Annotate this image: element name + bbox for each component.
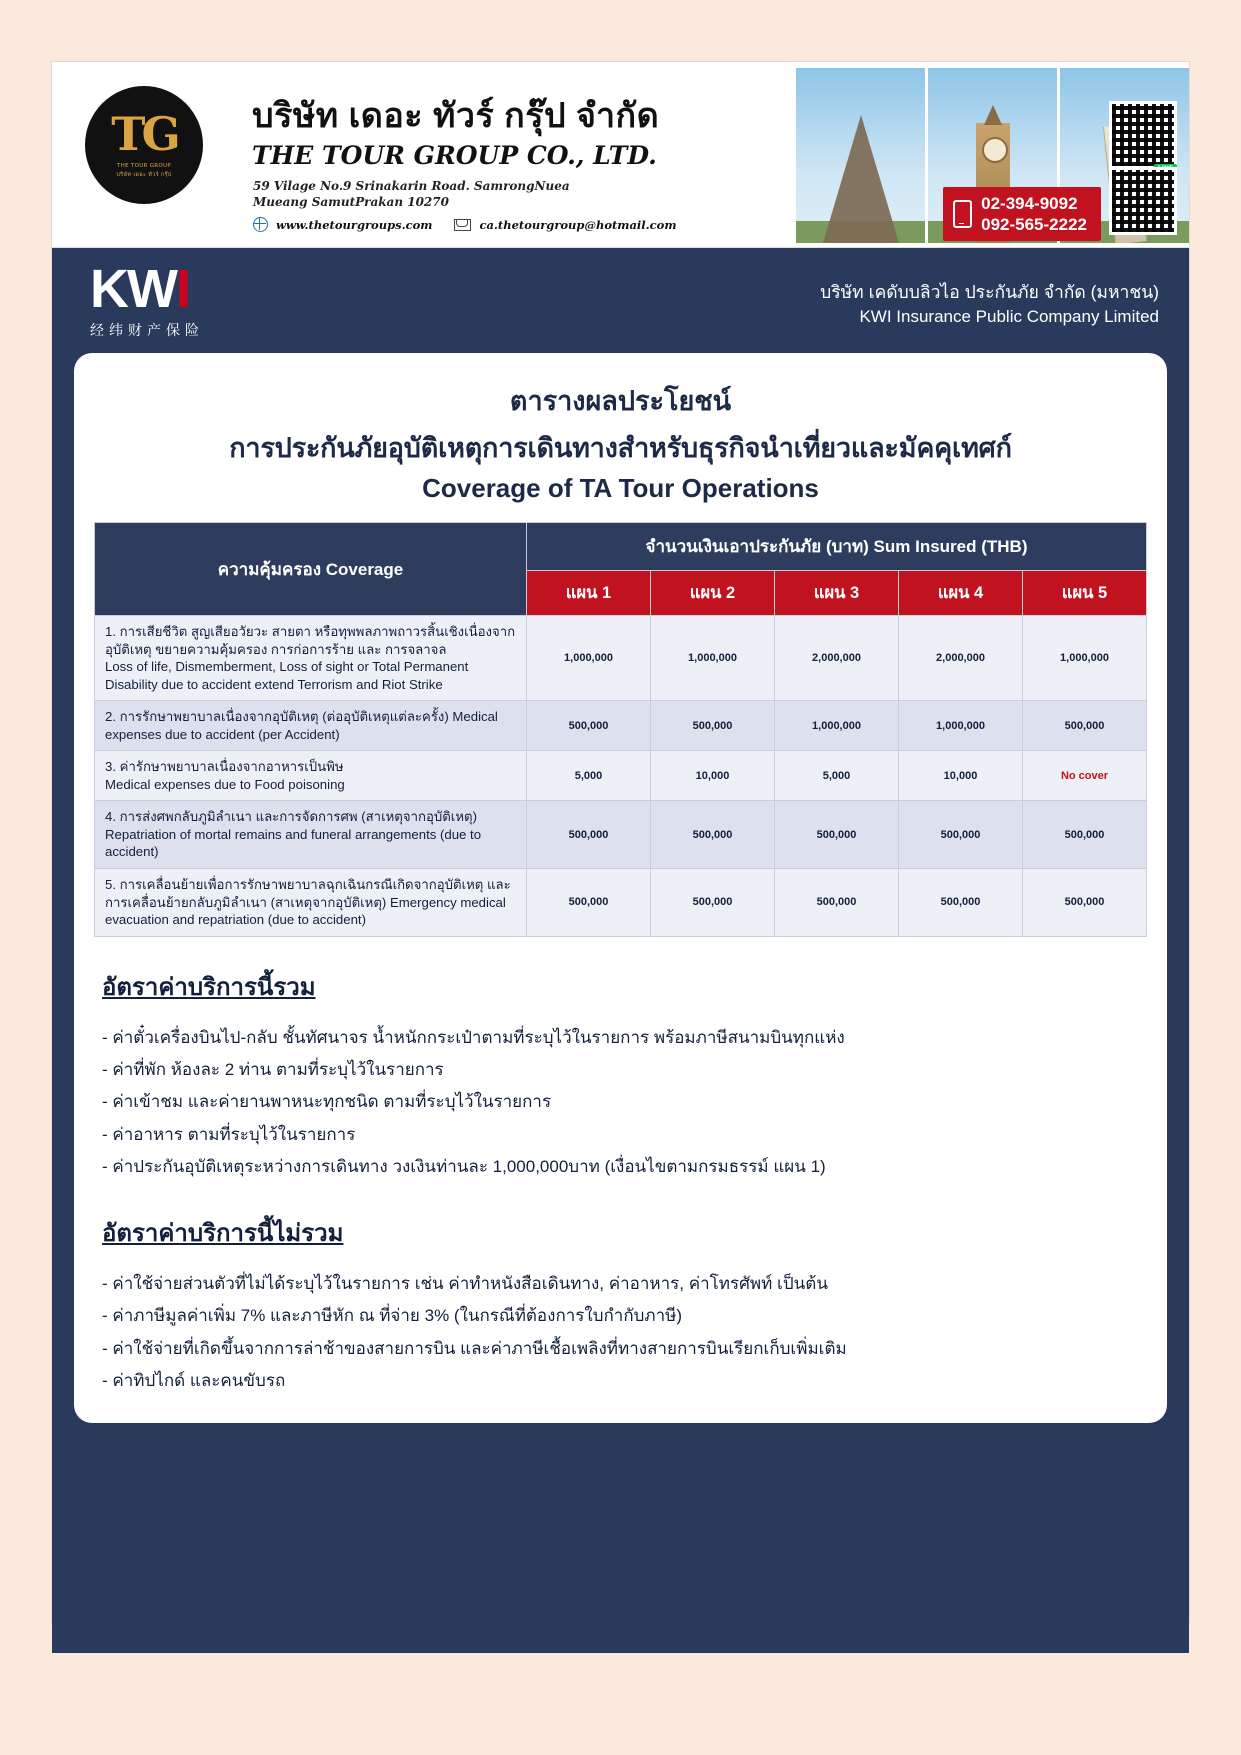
row-number: 2. bbox=[105, 709, 116, 725]
value-cell: 1,000,000 bbox=[775, 701, 899, 751]
table-row bbox=[95, 751, 1147, 801]
coverage-cell bbox=[95, 869, 527, 937]
phone-number-2: 092-565-2222 bbox=[981, 214, 1087, 234]
plan-header-2: แผน 2 bbox=[651, 571, 775, 616]
logo-subtext: THE TOUR GROUP บริษัท เดอะ ทัวร์ กรุ๊ป bbox=[116, 163, 172, 178]
included-section-title: อัตราค่าบริการนี้รวม bbox=[102, 973, 316, 1001]
value-cell-no-cover: No cover bbox=[1023, 751, 1147, 801]
doc-title-thai-2: การประกันภัยอุบัติเหตุการเดินทางสำหรับธุรกิจนำเที่ยวและมัคคุเทศก์ bbox=[229, 433, 1012, 463]
letterhead bbox=[52, 62, 1189, 248]
list-item: - ค่าทิปไกด์ และคนขับรถ bbox=[102, 1371, 286, 1391]
coverage-text-english: Repatriation of mortal remains and funeral arrangements (due to accident) bbox=[105, 826, 482, 860]
qr-code-icon bbox=[1109, 101, 1177, 169]
coverage-text-english: Medical expenses due to accident (per Accident) bbox=[105, 709, 498, 742]
value-cell: 1,000,000 bbox=[527, 616, 651, 701]
list-item: - ค่าภาษีมูลค่าเพิ่ม 7% และภาษีหัก ณ ที่จ่าย 3% (ในกรณีที่ต้องการใบกำกับภาษี) bbox=[102, 1306, 683, 1326]
value-cell: 10,000 bbox=[899, 751, 1023, 801]
value-cell: 500,000 bbox=[1023, 801, 1147, 869]
qr-code-line-icon bbox=[1109, 167, 1177, 235]
value-cell: 10,000 bbox=[651, 751, 775, 801]
doc-title-thai-1: ตารางผลประโยชน์ bbox=[509, 386, 732, 416]
photo-eiffel-tower bbox=[796, 68, 928, 243]
coverage-text-thai: การส่งศพกลับภูมิลำเนา และการจัดการศพ (สาเหตุจากอุบัติเหตุ) bbox=[119, 809, 477, 825]
plan-header-1: แผน 1 bbox=[527, 571, 651, 616]
list-item: - ค่าที่พัก ห้องละ 2 ท่าน ตามที่ระบุไว้ในรายการ bbox=[102, 1059, 444, 1079]
table-row bbox=[95, 869, 1147, 937]
eiffel-tower-icon bbox=[823, 115, 899, 243]
phone-number-1: 02-394-9092 bbox=[981, 193, 1078, 213]
phone-numbers bbox=[981, 193, 1087, 236]
value-cell: 500,000 bbox=[527, 801, 651, 869]
insurer-name-english: KWI Insurance Public Company Limited bbox=[859, 307, 1159, 327]
value-cell: 500,000 bbox=[775, 801, 899, 869]
company-name-english: THE TOUR GROUP CO., LTD. bbox=[252, 141, 657, 170]
list-item: - ค่าอาหาร ตามที่ระบุไว้ในรายการ bbox=[102, 1124, 356, 1144]
doc-title-english: Coverage of TA Tour Operations bbox=[422, 473, 819, 503]
contact-row bbox=[253, 217, 677, 232]
row-number: 3. bbox=[105, 759, 116, 775]
kwi-logo bbox=[90, 259, 204, 340]
coverage-cell bbox=[95, 616, 527, 701]
phone-contact-box bbox=[943, 187, 1101, 242]
coverage-cell bbox=[95, 751, 527, 801]
website-text: www.thetourgroups.com bbox=[276, 217, 433, 232]
table-header-row-1 bbox=[95, 523, 1147, 571]
value-cell: 500,000 bbox=[651, 869, 775, 937]
value-cell: 500,000 bbox=[651, 701, 775, 751]
value-cell: 1,000,000 bbox=[1023, 616, 1147, 701]
coverage-column-header: ความคุ้มครอง Coverage bbox=[95, 523, 527, 616]
included-list bbox=[102, 1022, 1147, 1183]
coverage-text-thai: ค่ารักษาพยาบาลเนื่องจากอาหารเป็นพิษ bbox=[119, 759, 344, 775]
value-cell: 5,000 bbox=[527, 751, 651, 801]
table-row bbox=[95, 701, 1147, 751]
benefits-table bbox=[94, 522, 1147, 937]
insurer-header bbox=[52, 248, 1189, 353]
value-cell: 500,000 bbox=[1023, 869, 1147, 937]
coverage-text-english: Emergency medical evacuation and repatriation (due to accident) bbox=[105, 894, 506, 928]
phone-icon bbox=[953, 200, 972, 228]
navy-body bbox=[52, 248, 1189, 1653]
value-cell: 500,000 bbox=[1023, 701, 1147, 751]
list-item: - ค่าประกันอุบัติเหตุระหว่างการเดินทาง วงเงินท่านละ 1,000,000บาท (เงื่อนไขตามกรมธรรม์ แผน 1) bbox=[102, 1156, 826, 1176]
insurer-name-thai: บริษัท เคดับบลิวไอ ประกันภัย จำกัด (มหาชน) bbox=[820, 282, 1159, 302]
logo-monogram: TG bbox=[111, 107, 177, 162]
company-name-thai: บริษัท เดอะ ทัวร์ กรุ๊ป จำกัด bbox=[252, 97, 660, 135]
company-logo bbox=[85, 86, 203, 204]
document-page bbox=[52, 62, 1189, 1622]
coverage-cell bbox=[95, 801, 527, 869]
value-cell: 500,000 bbox=[651, 801, 775, 869]
value-cell: 5,000 bbox=[775, 751, 899, 801]
value-cell: 500,000 bbox=[899, 801, 1023, 869]
table-row bbox=[95, 801, 1147, 869]
coverage-text-thai: การรักษาพยาบาลเนื่องจากอุบัติเหตุ (ต่ออุบัติเหตุแต่ละครั้ง) bbox=[119, 709, 449, 725]
value-cell: 2,000,000 bbox=[775, 616, 899, 701]
value-cell: 500,000 bbox=[775, 869, 899, 937]
value-cell: 500,000 bbox=[899, 869, 1023, 937]
value-cell: 1,000,000 bbox=[651, 616, 775, 701]
insurer-name-block bbox=[820, 280, 1159, 330]
value-cell: 1,000,000 bbox=[899, 701, 1023, 751]
globe-icon bbox=[253, 217, 268, 232]
kwi-chinese-name: 经纬财产保险 bbox=[90, 323, 204, 339]
row-number: 5. bbox=[105, 877, 116, 893]
content-card bbox=[74, 353, 1167, 1423]
value-cell: 500,000 bbox=[527, 701, 651, 751]
coverage-cell bbox=[95, 701, 527, 751]
address-line-2: Mueang SamutPrakan 10270 bbox=[253, 195, 449, 209]
list-item: - ค่าตั๋วเครื่องบินไป-กลับ ชั้นทัศนาจร น้ำหนักกระเป๋าตามที่ระบุไว้ในรายการ พร้อมภาษีสนามบินทุกแห่ง bbox=[102, 1027, 845, 1047]
excluded-list bbox=[102, 1268, 1147, 1397]
table-row bbox=[95, 616, 1147, 701]
sum-insured-header: จำนวนเงินเอาประกันภัย (บาท) Sum Insured (THB) bbox=[527, 523, 1147, 571]
plan-header-5: แผน 5 bbox=[1023, 571, 1147, 616]
list-item: - ค่าใช้จ่ายที่เกิดขึ้นจากการล่าช้าของสายการบิน และค่าภาษีเชื้อเพลิงที่ทางสายการบินเรียกเก็บเพิ่มเติม bbox=[102, 1338, 847, 1358]
list-item: - ค่าเข้าชม และค่ายานพาหนะทุกชนิด ตามที่ระบุไว้ในรายการ bbox=[102, 1092, 552, 1112]
coverage-text-thai: การเคลื่อนย้ายเพื่อการรักษาพยาบาลฉุกเฉินกรณีเกิดจากอุบัติเหตุ และการเคลื่อนย้ายกลับภูมิลำเนา (สาเหตุจากอุบัติเหตุ) bbox=[105, 877, 511, 910]
plan-header-3: แผน 3 bbox=[775, 571, 899, 616]
kwi-wordmark: KWI bbox=[90, 259, 189, 319]
email-text: ca.thetourgroup@hotmail.com bbox=[479, 217, 677, 232]
coverage-text-english: Medical expenses due to Food poisoning bbox=[105, 776, 345, 792]
mail-icon bbox=[454, 219, 471, 231]
coverage-text-english: Loss of life, Dismemberment, Loss of sight or Total Permanent Disability due to accident extend Terrorism and Riot Strike bbox=[105, 659, 469, 692]
row-number: 1. bbox=[105, 624, 116, 639]
coverage-text-thai: การเสียชีวิต สูญเสียอวัยวะ สายตา หรือทุพพลภาพถาวรสิ้นเชิงเนื่องจากอุบัติเหตุ ขยายความคุ้มครอง การก่อการร้าย และ การจลาจล bbox=[105, 624, 516, 657]
address-line-1: 59 Vilage No.9 Srinakarin Road. SamrongNuea bbox=[253, 179, 570, 193]
plan-header-4: แผน 4 bbox=[899, 571, 1023, 616]
excluded-section-title: อัตราค่าบริการนี้ไม่รวม bbox=[102, 1220, 344, 1248]
row-number: 4. bbox=[105, 809, 116, 825]
list-item: - ค่าใช้จ่ายส่วนตัวที่ไม่ได้ระบุไว้ในรายการ เช่น ค่าทำหนังสือเดินทาง, ค่าอาหาร, ค่าโทรศัพท์ เป็นต้น bbox=[102, 1274, 828, 1294]
value-cell: 2,000,000 bbox=[899, 616, 1023, 701]
value-cell: 500,000 bbox=[527, 869, 651, 937]
